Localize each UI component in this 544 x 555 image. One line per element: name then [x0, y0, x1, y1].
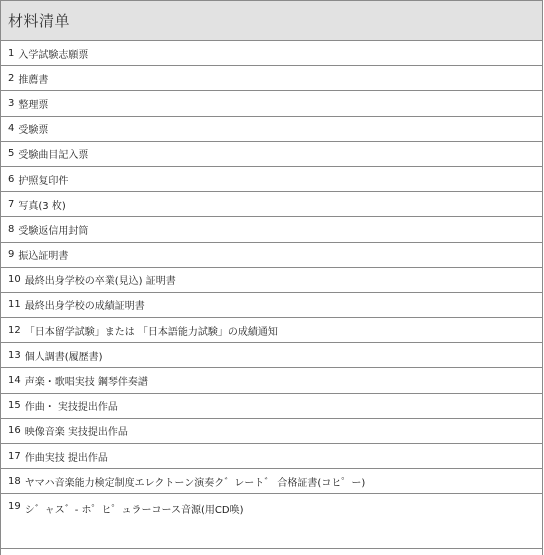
table-title: 材料清单	[8, 12, 71, 30]
list-item	[1, 494, 542, 548]
list-item	[1, 343, 542, 368]
list-item	[1, 91, 542, 116]
list-item	[1, 243, 542, 268]
item-number: 10	[8, 274, 21, 286]
item-text: 作曲・ 実技提出作品	[24, 402, 118, 414]
item-number: 2	[8, 72, 15, 84]
item-number: 13	[8, 349, 21, 361]
list-item	[1, 217, 542, 242]
item-number: 9	[8, 249, 15, 261]
item-text: ヤマハ音楽能力検定制度エレクトーン演奏ク゛レート゛ 合格証書(コヒ゜ー)	[24, 477, 366, 489]
item-text: 最終出身学校の卒業(見込) 証明書	[24, 276, 176, 288]
item-number: 6	[8, 173, 15, 185]
list-item	[1, 117, 542, 142]
list-item	[1, 41, 542, 66]
item-number: 15	[8, 400, 21, 412]
item-number: 1	[8, 47, 15, 59]
item-text: 作曲実技 提出作品	[24, 452, 108, 464]
list-item	[1, 469, 542, 494]
list-item	[1, 268, 542, 293]
item-number: 17	[8, 450, 21, 462]
list-item	[1, 66, 542, 91]
item-text: シ゛ャス゛- ホ゜ヒ゜ュラーコース音源(用CD唤)	[24, 505, 244, 517]
item-text: 护照复印件	[18, 175, 69, 187]
item-text: 受験票	[18, 125, 49, 137]
list-item	[1, 293, 542, 318]
item-text: 整理票	[18, 99, 49, 111]
item-number: 14	[8, 375, 21, 387]
item-text: 最終出身学校の成績証明書	[24, 301, 145, 313]
materials-list	[1, 41, 542, 548]
item-number: 5	[8, 148, 15, 160]
item-text: 振込証明書	[18, 251, 69, 263]
item-text: 受験曲目記入票	[18, 150, 89, 162]
item-number: 18	[8, 475, 21, 487]
item-text: 「日本留学試験」または 「日本語能力試験」の成績通知	[24, 326, 278, 338]
item-number: 7	[8, 198, 15, 210]
item-text: 声楽・歌唱実技 鋼琴伴奏譜	[24, 377, 148, 389]
item-text: 写真(3 枚)	[18, 200, 66, 212]
item-text: 推薦書	[18, 74, 49, 86]
item-number: 11	[8, 299, 21, 311]
list-item	[1, 419, 542, 444]
list-item	[1, 394, 542, 419]
item-number: 19	[8, 501, 21, 513]
table-bottom-border	[0, 548, 543, 549]
item-number: 4	[8, 123, 15, 135]
list-item	[1, 142, 542, 167]
list-item	[1, 318, 542, 343]
table-header	[1, 1, 542, 41]
item-text: 個人調書(履歴書)	[24, 351, 103, 363]
item-text: 入学試験志願票	[18, 49, 89, 61]
item-text: 受験返信用封筒	[18, 225, 89, 237]
item-number: 16	[8, 425, 21, 437]
item-number: 3	[8, 97, 15, 109]
list-item	[1, 167, 542, 192]
item-number: 8	[8, 223, 15, 235]
item-text: 映像音楽 実技提出作品	[24, 427, 128, 439]
item-number: 12	[8, 324, 21, 336]
list-item	[1, 444, 542, 469]
list-item	[1, 192, 542, 217]
list-item	[1, 368, 542, 393]
